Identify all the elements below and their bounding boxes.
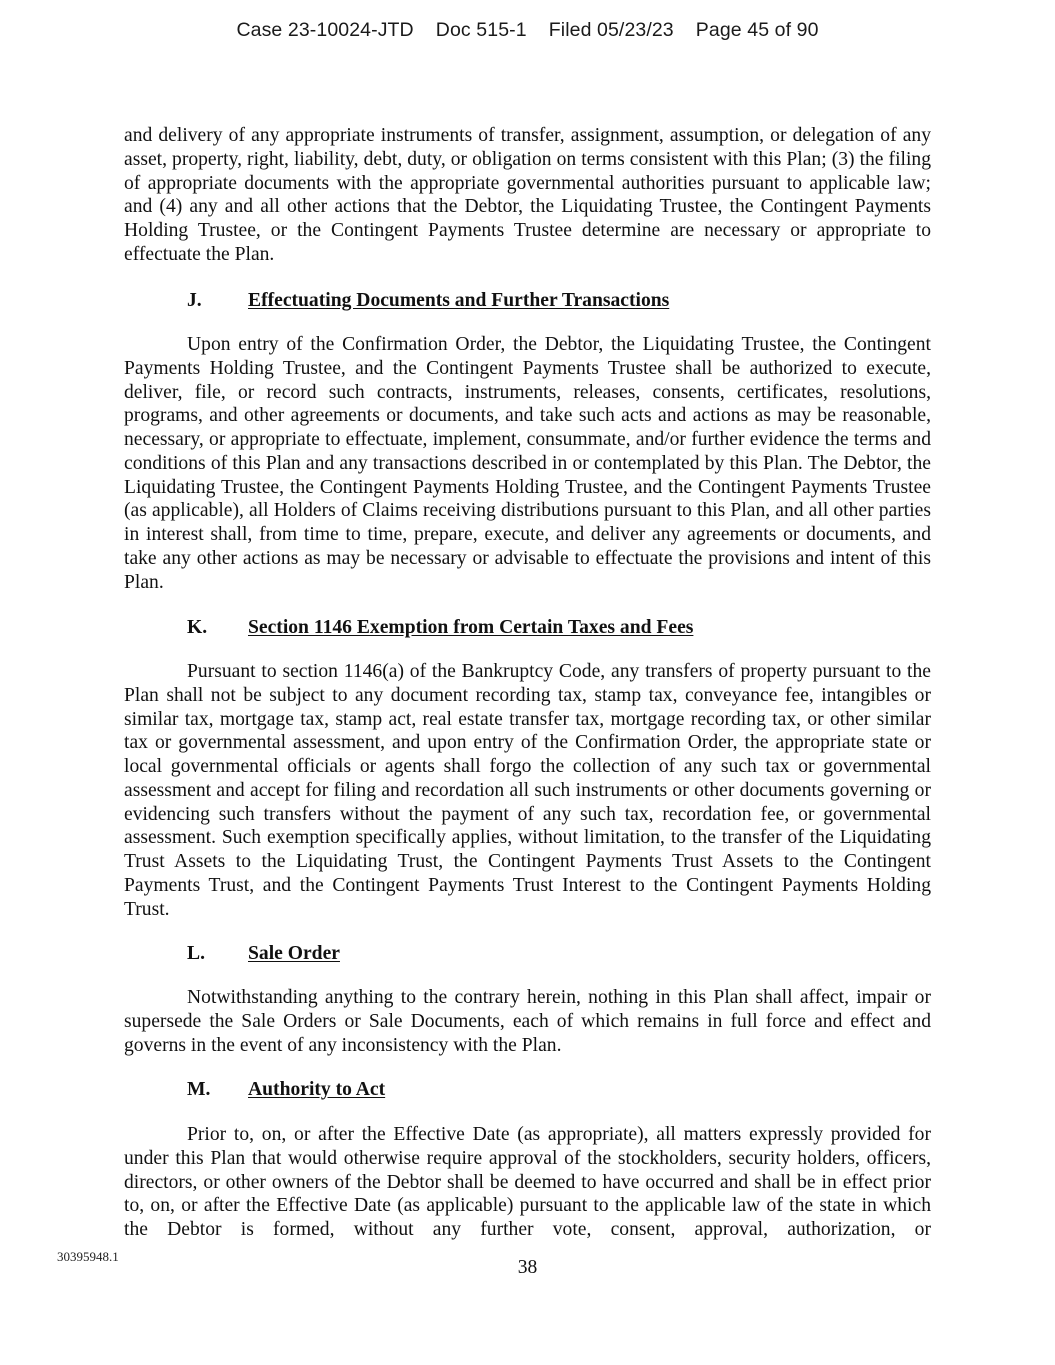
- section-l-title: Sale Order: [248, 943, 340, 964]
- section-k-title: Section 1146 Exemption from Certain Taxes and Fees: [248, 617, 694, 638]
- section-k-paragraph: Pursuant to section 1146(a) of the Bankruptcy Code, any transfers of property pursuant to the Plan shall not be subject to any document recording tax, stamp tax, conveyance fee, intangibles or similar tax, mortgage tax, stamp act, real estate transfer tax, mortgage recording tax, or other similar tax or governmental assessment, and upon entry of the Confirmation Order, the appropriate state or local governmental officials or agents shall forgo the collection of any such tax or governmental assessment and accept for filing and recordation all such instruments or other documents governing or evidencing such transfers without the payment of any such tax, recordation fee, or governmental assessment. Such exemption specifically applies, without limitation, to the transfer of the Liquidating Trust Assets to the Liquidating Trust, the Contingent Payments Trust Assets to the Contingent Payments Trust, and the Contingent Payments Trust Interest to the Contingent Payments Holding Trust.: [124, 661, 931, 920]
- section-l-body: [124, 986, 931, 1057]
- section-j-title: Effectuating Documents and Further Transactions: [248, 290, 670, 311]
- section-m-letter: M.: [187, 1079, 211, 1100]
- court-filing-header: Case 23-10024-JTD Doc 515-1 Filed 05/23/23 Page 45 of 90: [236, 19, 819, 41]
- section-l-paragraph: Notwithstanding anything to the contrary herein, nothing in this Plan shall affect, impair or supersede the Sale Orders or Sale Documents, each of which remains in full force and effect and governs in the event of any inconsistency with the Plan.: [124, 987, 931, 1056]
- section-l-letter: L.: [187, 943, 205, 964]
- section-l: [124, 942, 931, 966]
- document-id: 30395948.1: [57, 1249, 119, 1264]
- section-j-body: [124, 333, 931, 594]
- section-m-body: [124, 1123, 931, 1242]
- section-k-letter: K.: [187, 617, 208, 638]
- section-j-heading: [124, 289, 931, 313]
- page-number: 38: [517, 1257, 538, 1278]
- section-m-heading: [124, 1078, 931, 1102]
- section-k-body: [124, 660, 931, 921]
- section-j-letter: J.: [187, 290, 202, 311]
- intro-section: [124, 124, 931, 267]
- section-j-paragraph: Upon entry of the Confirmation Order, the Debtor, the Liquidating Trustee, the Contingent Payments Holding Trustee, and the Contingent Payments Trustee shall be authorized to execute, deliver, file, or record such contracts, instruments, releases, consents, certificates, resolutions, programs, and other agreements or documents, and take such acts and actions as may be reasonable, necessary, or appropriate to effectuate, implement, consummate, and/or further evidence the terms and conditions of this Plan and any transactions described in or contemplated by this Plan. The Debtor, the Liquidating Trustee, the Contingent Payments Holding Trustee, and the Contingent Payments Trustee (as applicable), all Holders of Claims receiving distributions pursuant to this Plan, and all other parties in interest shall, from time to time, prepare, execute, and deliver any agreements or documents, and take any other actions as may be necessary or advisable to effectuate the provisions and intent of this Plan.: [124, 334, 931, 593]
- section-j: [124, 289, 931, 313]
- intro-paragraph: and delivery of any appropriate instruments of transfer, assignment, assumption, or delegation of any asset, property, right, liability, debt, duty, or obligation on terms consistent with this Plan; (3) the filing of appropriate documents with the appropriate governmental authorities pursuant to applicable law; and (4) any and all other actions that the Debtor, the Liquidating Trustee, the Contingent Payments Holding Trustee, or the Contingent Payments Trustee determine are necessary or appropriate to effectuate the Plan.: [124, 125, 931, 265]
- section-m-paragraph: Prior to, on, or after the Effective Date (as appropriate), all matters expressly provided for under this Plan that would otherwise require approval of the stockholders, security holders, officers, directors, or other owners of the Debtor shall be deemed to have occurred and shall be in effect prior to, on, or after the Effective Date (as applicable) pursuant to the applicable law of the state in which the Debtor is formed, without any further vote, consent, approval, authorization, or: [124, 1124, 931, 1240]
- section-m: [124, 1078, 931, 1102]
- section-l-heading: [124, 942, 931, 966]
- section-k: [124, 616, 931, 640]
- section-m-title: Authority to Act: [248, 1079, 386, 1100]
- section-k-heading: [124, 616, 931, 640]
